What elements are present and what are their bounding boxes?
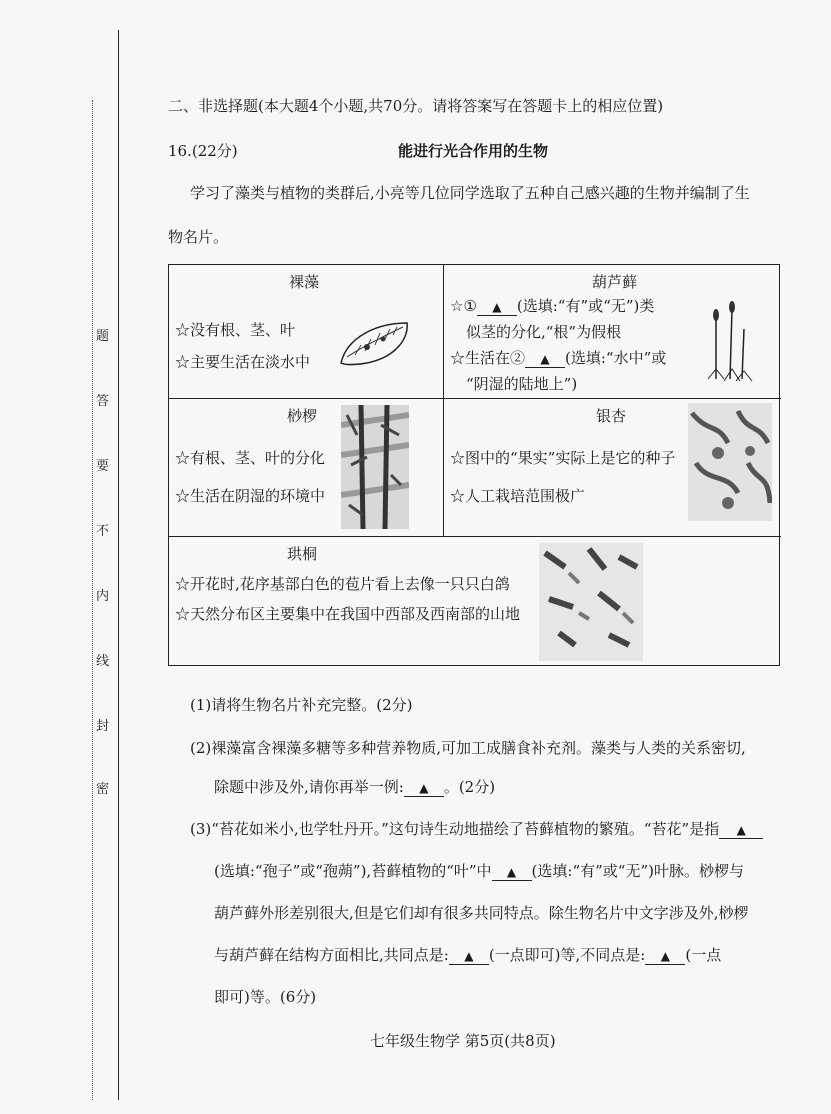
card-dove-tree (169, 537, 781, 667)
card-text: ☆天然分布区主要集中在我国中西部及西南部的山地 (175, 605, 521, 623)
card-text: ☆人工栽培范围极广 (450, 487, 586, 505)
page-footer: 七年级生物学 第5页(共8页) (370, 1032, 556, 1050)
tree-fern-photo (341, 405, 409, 529)
card-text: ☆图中的“果实”实际上是它的种子 (450, 449, 676, 467)
answer-blank-1[interactable]: ▲ (477, 299, 517, 316)
binding-char: 封 (96, 719, 110, 734)
question-number: 16.(22分) (168, 142, 238, 160)
sub-question-3-line4: 与葫芦藓在结构方面相比,共同点是: ▲ (一点即可)等,不同点是: ▲ (一点 (214, 946, 722, 964)
answer-blank-5[interactable]: ▲ (492, 864, 532, 881)
sub-question-1: (1)请将生物名片补充完整。(2分) (190, 696, 413, 714)
card-text: ☆主要生活在淡水中 (175, 353, 311, 371)
card-title: 葫芦藓 (592, 273, 638, 291)
binding-char: 线 (96, 654, 110, 669)
card-moss (444, 265, 781, 399)
ginkgo-photo (688, 403, 772, 521)
answer-blank-2[interactable]: ▲ (525, 351, 565, 368)
sub-question-2: (2)裸藻富含裸藻多糖等多种营养物质,可加工成膳食补充剂。藻类与人类的关系密切, (190, 739, 746, 757)
card-euglena (169, 265, 444, 399)
card-text: ☆没有根、茎、叶 (175, 321, 296, 339)
sub-question-3-line5: 即可)等。(6分) (214, 988, 317, 1006)
binding-char: 要 (96, 459, 110, 474)
page-edge-line (118, 30, 119, 1100)
binding-char: 答 (96, 394, 110, 409)
intro-text: 学习了藻类与植物的类群后,小亮等几位同学选取了五种自己感兴趣的生物并编制了生 (190, 184, 750, 202)
intro-text-cont: 物名片。 (168, 228, 229, 246)
dove-tree-photo (539, 543, 643, 661)
card-tree-fern (169, 399, 444, 537)
card-text: “阴湿的陆地上”) (466, 375, 578, 393)
euglena-illustration (337, 317, 413, 369)
answer-blank-6[interactable]: ▲ (449, 948, 489, 965)
card-text: ☆生活在② ▲ (选填:“水中”或 (450, 349, 667, 367)
card-text: ☆生活在阴湿的环境中 (175, 487, 326, 505)
card-text: ☆开花时,花序基部白色的苞片看上去像一只只白鸽 (175, 575, 510, 593)
binding-dotted-line (92, 100, 93, 1100)
organism-card-table (168, 264, 780, 666)
sub-question-2-cont: 除题中涉及外,请你再举一例: ▲ 。(2分) (214, 778, 496, 796)
card-title: 裸藻 (289, 273, 320, 291)
moss-illustration (700, 299, 760, 389)
binding-char: 内 (96, 589, 110, 604)
section-heading: 二、非选择题(本大题4个小题,共70分。请将答案写在答题卡上的相应位置) (168, 97, 664, 115)
answer-blank-4[interactable]: ▲ (719, 822, 763, 839)
card-title: 桫椤 (287, 407, 318, 425)
card-title: 珙桐 (287, 545, 318, 563)
sub-question-3-line2: (选填:“孢子”或“孢蒴”),苔藓植物的“叶”中 ▲ (选填:“有”或“无”)叶脉。桫椤与 (214, 862, 744, 880)
binding-char: 不 (96, 524, 110, 539)
binding-char: 密 (96, 782, 110, 797)
card-title: 银杏 (596, 407, 627, 425)
answer-blank-3[interactable]: ▲ (404, 780, 444, 797)
binding-char: 题 (96, 329, 110, 344)
sub-question-3-line3: 葫芦藓外形差别很大,但是它们却有很多共同特点。除生物名片中文字涉及外,桫椤 (214, 904, 749, 922)
card-text: 似茎的分化,“根”为假根 (466, 323, 622, 341)
card-text: ☆① ▲ (选填:“有”或“无”)类 (450, 297, 655, 315)
card-text: ☆有根、茎、叶的分化 (175, 449, 326, 467)
answer-blank-7[interactable]: ▲ (645, 948, 685, 965)
question-title: 能进行光合作用的生物 (398, 142, 549, 160)
card-ginkgo (444, 399, 781, 537)
sub-question-3: (3)“苔花如米小,也学牡丹开。”这句诗生动地描绘了苔藓植物的繁殖。“苔花”是指 ▲ (190, 818, 763, 839)
